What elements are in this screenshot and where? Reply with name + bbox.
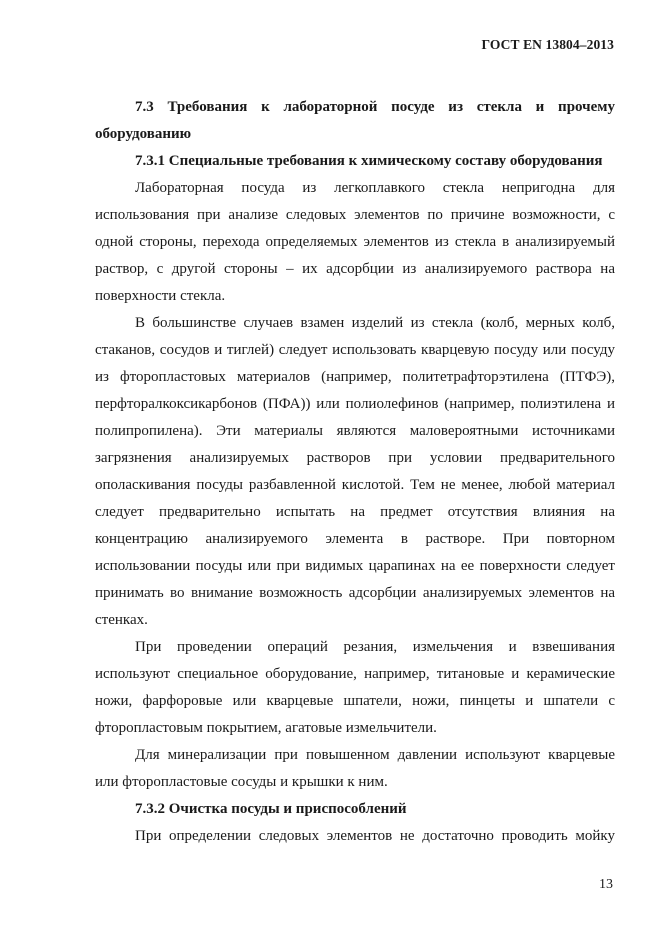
paragraph-glassware: Лабораторная посуда из легкоплавкого стекла непригодна для использования при анализе следовых элементов по причине возможности, с одной стороны, перехода определяемых элементов из стекла в анализируемый раствор, с другой стороны – их адсорбции из анализируемого раствора на поверхности стекла. bbox=[95, 180, 615, 304]
section-7-3-2-title: 7.3.2 Очистка посуды и приспособлений bbox=[135, 801, 407, 817]
page-body bbox=[95, 94, 615, 850]
section-7-3-1-title: 7.3.1 Специальные требования к химическому составу оборудования bbox=[135, 153, 603, 169]
paragraph-materials: В большинстве случаев взамен изделий из стекла (колб, мерных колб, стаканов, сосудов и тиглей) следует использовать кварцевую посуду или посуду из фторопластовых материалов (например, политетрафторэтилена (ПТФЭ), перфторалкоксикарбонов (ПФА)) или полиолефинов (например, полиэтилена и полипропилена). Эти материалы являются маловероятными источниками загрязнения анализируемых растворов при условии предварительного ополаскивания посуды разбавленной кислотой. Тем не менее, любой материал следует предварительно испытать на предмет отсутствия влияния на концентрацию анализируемого элемента в растворе. При повторном использовании посуды или при видимых царапинах на ее поверхности следует принимать во внимание возможность адсорбции анализируемых элементов на стенках. bbox=[95, 315, 615, 628]
paragraph-mineralization: Для минерализации при повышенном давлении используют кварцевые или фторопластовые сосуды и крышки к ним. bbox=[95, 747, 615, 790]
section-7-3-title: 7.3 Требования к лабораторной посуде из стекла и прочему оборудованию bbox=[95, 99, 615, 142]
paragraph-cutting: При проведении операций резания, измельчения и взвешивания используют специальное оборудование, например, титановые и керамические ножи, фарфоровые или кварцевые шпатели, ножи, пинцеты и шпатели с фторопластовым покрытием, агатовые измельчители. bbox=[95, 639, 615, 736]
page-number: 13 bbox=[599, 877, 613, 892]
paragraph-cleaning: При определении следовых элементов не достаточно проводить мойку bbox=[135, 828, 615, 844]
standard-header: ГОСТ EN 13804–2013 bbox=[481, 37, 614, 52]
